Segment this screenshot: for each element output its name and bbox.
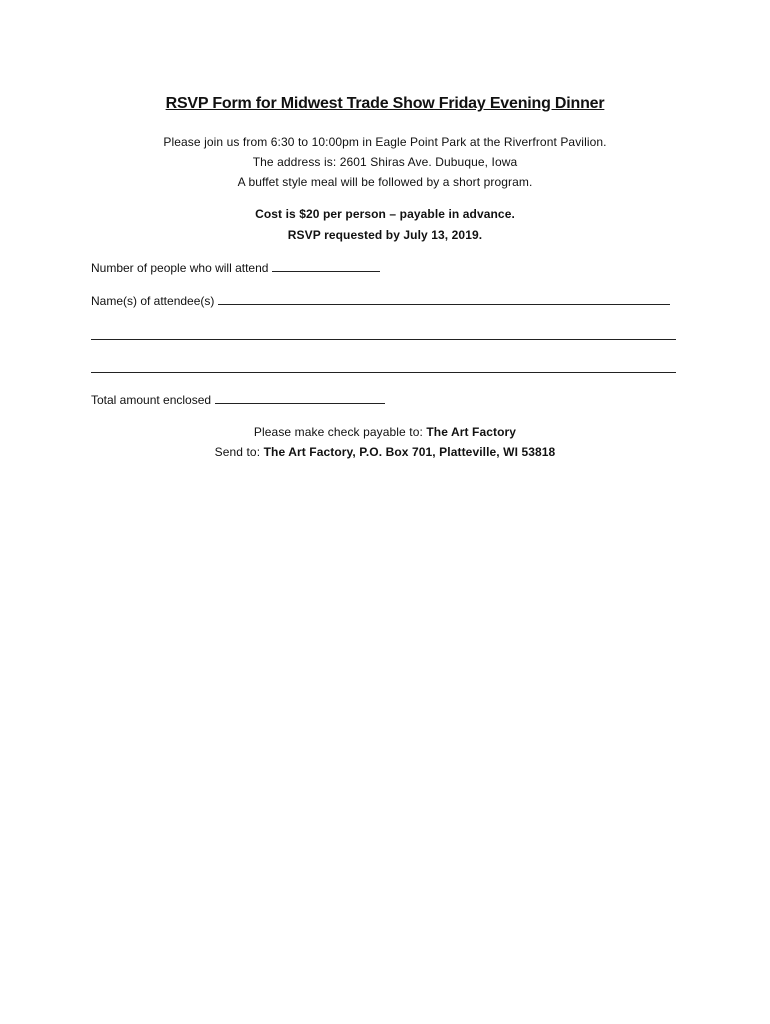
names-blank[interactable] — [218, 293, 670, 305]
send-prefix: Send to: — [214, 445, 264, 459]
names-continuation-line-2[interactable] — [91, 372, 676, 373]
attendance-blank[interactable] — [272, 260, 380, 272]
cost-statement: Cost is $20 per person – payable in advance. — [255, 207, 515, 221]
form-title: RSVP Form for Midwest Trade Show Friday Evening Dinner — [165, 95, 605, 112]
intro-line-program: A buffet style meal will be followed by a short program. — [237, 175, 533, 189]
attendance-label: Number of people who will attend — [91, 261, 269, 275]
send-to-line — [0, 445, 770, 459]
check-payable-line — [0, 425, 770, 439]
check-prefix: Please make check payable to: — [253, 425, 427, 439]
attendance-field[interactable] — [91, 260, 380, 275]
check-payee: The Art Factory — [426, 425, 517, 439]
send-address: The Art Factory, P.O. Box 701, Platteville, WI 53818 — [263, 445, 556, 459]
names-continuation-line-1[interactable] — [91, 339, 676, 340]
rsvp-deadline: RSVP requested by July 13, 2019. — [287, 228, 483, 242]
total-field[interactable] — [91, 392, 385, 407]
intro-line-time-location: Please join us from 6:30 to 10:00pm in Eagle Point Park at the Riverfront Pavilion. — [163, 135, 607, 149]
names-field[interactable] — [91, 293, 670, 308]
names-label: Name(s) of attendee(s) — [91, 294, 215, 308]
intro-line-address: The address is: 2601 Shiras Ave. Dubuque, Iowa — [252, 155, 518, 169]
total-label: Total amount enclosed — [91, 393, 212, 407]
total-blank[interactable] — [215, 392, 385, 404]
